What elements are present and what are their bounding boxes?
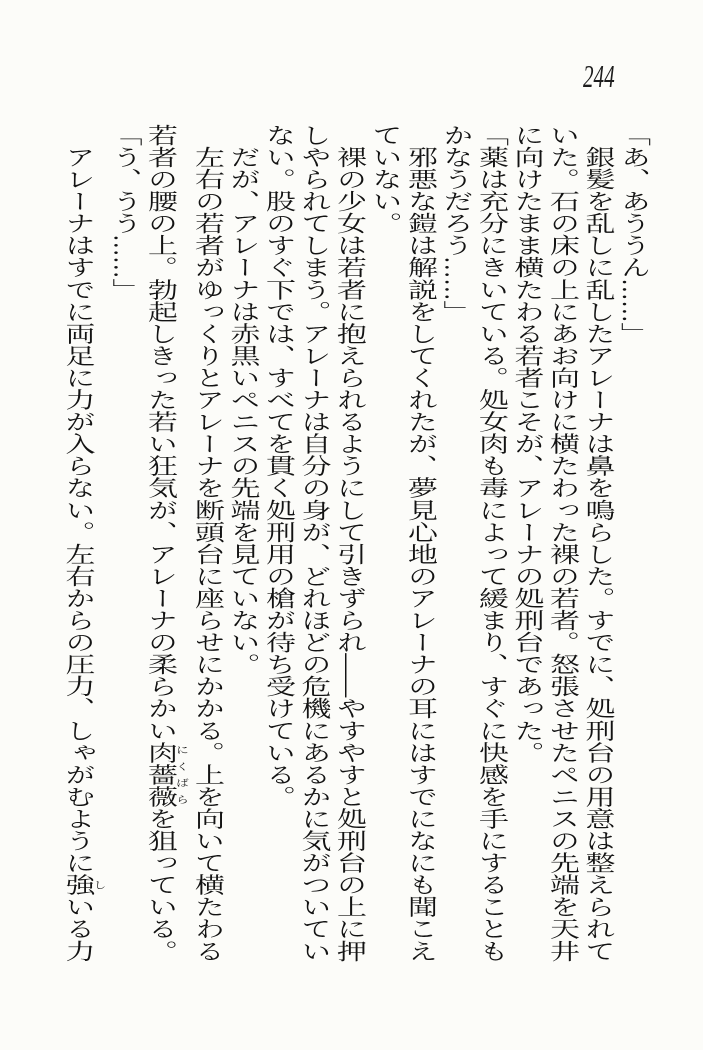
text-line: 銀髪を乱しに乱したアレーナは鼻を鳴らした。すでに、処刑台の用意は整えられて: [580, 124, 614, 962]
text-line: に向けたまま横たわる若者こそが、アレーナの処刑台であった。: [509, 124, 543, 764]
text-line: ていない。: [367, 124, 401, 235]
text-line: ない。股のすぐ下では、すべてを貫く処刑用の槍が待ち受けている。: [261, 124, 294, 808]
text-line: 「う、うう……」: [107, 124, 141, 301]
ruby-annotated-word: 肉薔薇にくばら: [143, 741, 189, 808]
text-line: しやられてしまう。アレーナは自分の身が、どれほどの危機にあるかに気がついてい: [296, 124, 330, 962]
text-line: 「あ、あううん……」: [616, 124, 649, 345]
text-line: 若者の腰の上。勃起しきった若い狂気が、アレーナの柔らかい肉薔薇にくばらを狙っている。: [143, 124, 189, 962]
text-line: だが、アレーナは赤黒いペニスの先端を見ていない。: [225, 124, 259, 676]
text-line: アレーナはすでに両足に力が入らない。左右からの圧力、しゃがむように強しいる力: [60, 124, 107, 962]
text-line: 邪悪な鎧は解説をしてくれたが、夢見心地のアレーナの耳にはすでになにも聞こえ: [403, 124, 436, 962]
text-line: いた。石の床の上にあお向けに横たわった裸の若者。怒張させたペニスの先端を天井: [545, 124, 578, 962]
text-line: 左右の若者がゆっくりとアレーナを断頭台に座らせにかかる。上を向いて横たわる: [190, 124, 223, 962]
text-line: かなうだろう……」: [438, 124, 472, 323]
text-line: 裸の少女は若者に抱えられるようにして引きずられ――やすやすと処刑台の上に押: [332, 124, 365, 962]
page-number: 244: [583, 58, 615, 94]
text-line: 「薬は充分にきいている。処女肉も毒によって緩まり、すぐに快感を手にすることも: [474, 124, 507, 962]
text-block: [60, 124, 650, 962]
ruby-annotated-word: 強し: [60, 873, 107, 896]
